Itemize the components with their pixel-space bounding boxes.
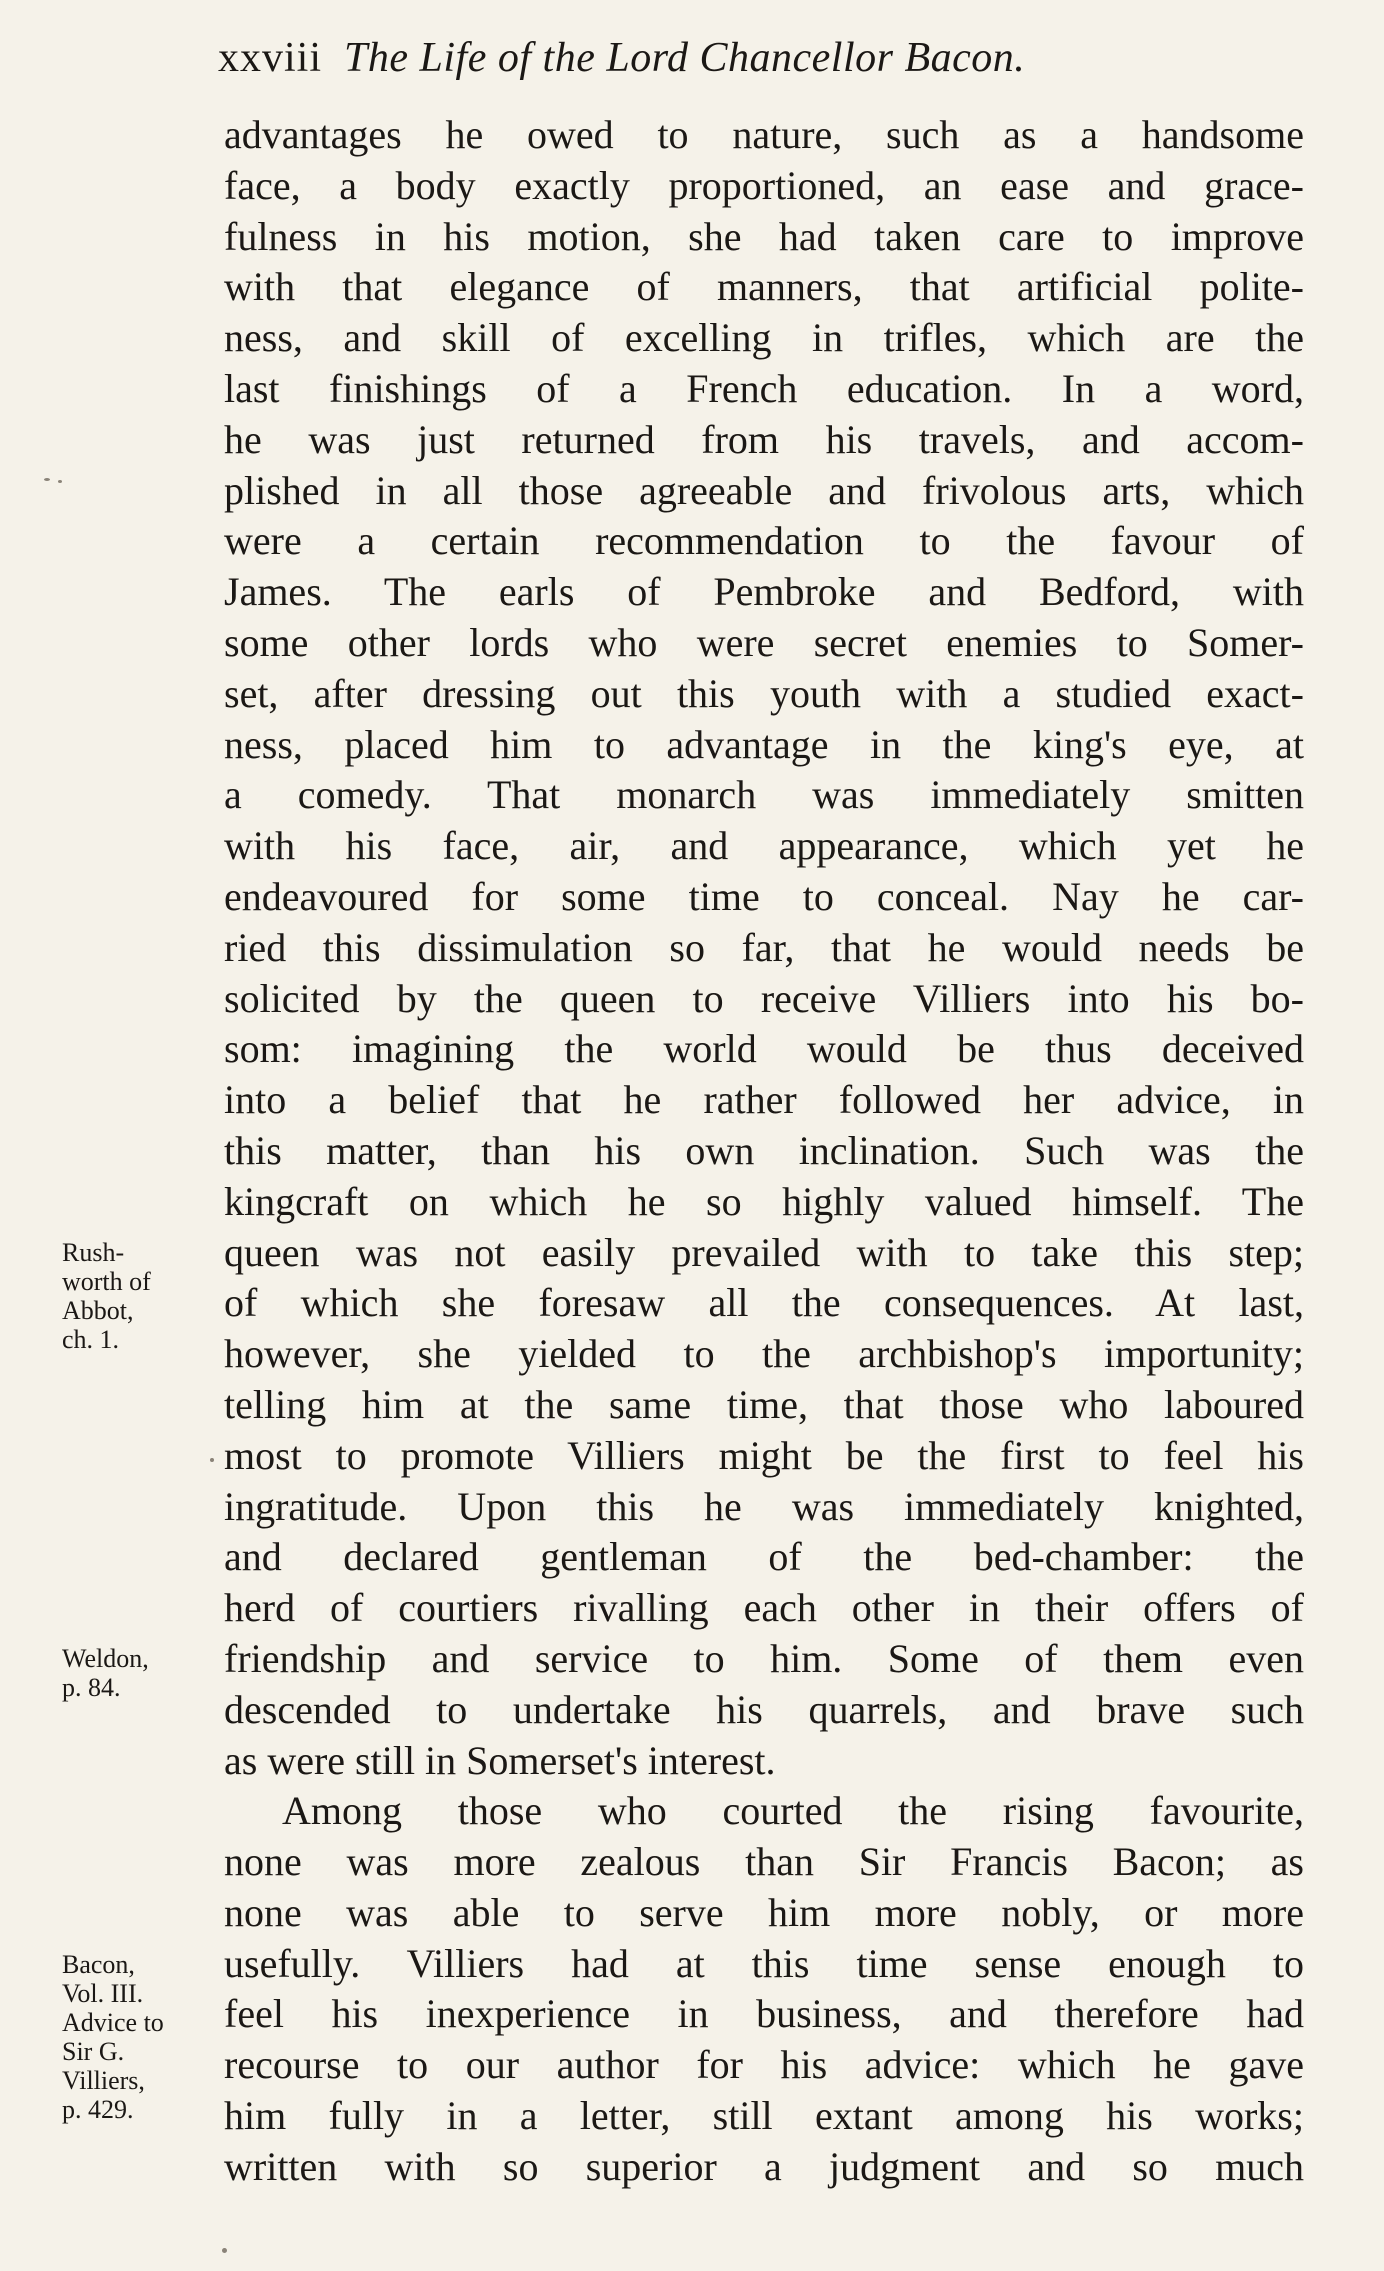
margin-note-line: Rush- [62, 1238, 125, 1267]
body-line: fulness in his motion, she had taken care to improve [224, 213, 1304, 259]
body-line: recourse to our author for his advice: which he gave [224, 2042, 1304, 2088]
body-line: were a certain recommendation to the favour of [224, 518, 1304, 564]
body-line: som: imagining the world would be thus deceived [224, 1026, 1304, 1072]
body-line: ness, placed him to advantage in the king's eye, at [224, 721, 1304, 767]
margin-note-line: p. 429. [62, 2095, 134, 2124]
margin-note-line: Advice to [62, 2008, 164, 2037]
body-line: endeavoured for some time to conceal. Nay he car- [224, 873, 1304, 919]
body-line: plished in all those agreeable and frivolous arts, which [224, 467, 1304, 513]
body-line: as were still in Somerset's interest. [224, 1737, 776, 1783]
paper-speck [58, 480, 62, 483]
body-line: none was able to serve him more nobly, or more [224, 1889, 1304, 1935]
body-line: ness, and skill of excelling in trifles, which are the [224, 315, 1304, 361]
body-line: ingratitude. Upon this he was immediately knighted, [224, 1483, 1304, 1529]
body-line: descended to undertake his quarrels, and brave such [224, 1686, 1304, 1732]
margin-note-line: Abbot, [62, 1296, 134, 1325]
running-head [218, 30, 1218, 86]
body-line: feel his inexperience in business, and therefore had [224, 1991, 1304, 2037]
body-line: solicited by the queen to receive Villiers into his bo- [224, 975, 1304, 1021]
body-line: friendship and service to him. Some of them even [224, 1635, 1304, 1681]
body-line: this matter, than his own inclination. Such was the [224, 1127, 1304, 1173]
body-line: James. The earls of Pembroke and Bedford, with [224, 569, 1304, 615]
running-title: The Life of the Lord Chancellor Bacon. [344, 35, 1026, 81]
body-line: however, she yielded to the archbishop's importunity; [224, 1331, 1304, 1377]
paper-speck [210, 1458, 214, 1462]
body-line: ried this dissimulation so far, that he would needs be [224, 924, 1304, 970]
margin-note-line: Weldon, [62, 1644, 149, 1673]
body-line: with that elegance of manners, that artificial polite- [224, 264, 1304, 310]
body-line: herd of courtiers rivalling each other in their offers of [224, 1585, 1304, 1631]
margin-note-line: ch. 1. [62, 1325, 120, 1354]
body-line: a comedy. That monarch was immediately smitten [224, 772, 1304, 818]
body-line: face, a body exactly proportioned, an ease and grace- [224, 162, 1304, 208]
body-line: set, after dressing out this youth with a studied exact- [224, 670, 1304, 716]
body-line: and declared gentleman of the bed-chamber: the [224, 1534, 1304, 1580]
margin-note-line: worth of [62, 1267, 151, 1296]
margin-note-line: Vol. III. [62, 1979, 144, 2008]
body-line: into a belief that he rather followed her advice, in [224, 1077, 1304, 1123]
paragraph-first-line: Among those who courted the rising favourite, [282, 1788, 1304, 1834]
page-number: xxviii [218, 35, 323, 81]
body-line: with his face, air, and appearance, which yet he [224, 823, 1304, 869]
margin-note-line: Villiers, [62, 2066, 145, 2095]
body-line: queen was not easily prevailed with to take this step; [224, 1229, 1304, 1275]
body-line: kingcraft on which he so highly valued himself. The [224, 1178, 1304, 1224]
body-line: last finishings of a French education. In a word, [224, 365, 1304, 411]
margin-note-rushworth [62, 1238, 212, 1354]
body-text [224, 110, 1304, 2193]
margin-note-bacon [62, 1950, 212, 2124]
body-line: advantages he owed to nature, such as a handsome [224, 112, 1304, 157]
margin-note-line: Sir G. [62, 2037, 125, 2066]
paper-speck [44, 478, 50, 481]
body-line: he was just returned from his travels, and accom- [224, 416, 1304, 462]
body-line: telling him at the same time, that those who laboured [224, 1381, 1304, 1427]
paper-speck [222, 2248, 227, 2253]
body-line: none was more zealous than Sir Francis Bacon; as [224, 1839, 1304, 1885]
body-line: of which she foresaw all the consequences. At last, [224, 1280, 1304, 1326]
body-line: usefully. Villiers had at this time sense enough to [224, 1940, 1304, 1986]
body-line: some other lords who were secret enemies to Somer- [224, 619, 1304, 665]
body-line: written with so superior a judgment and so much [224, 2143, 1304, 2189]
body-line: most to promote Villiers might be the first to feel his [224, 1432, 1304, 1478]
margin-note-weldon [62, 1644, 212, 1702]
margin-note-line: Bacon, [62, 1950, 135, 1979]
body-line: him fully in a letter, still extant among his works; [224, 2093, 1304, 2139]
margin-note-line: p. 84. [62, 1673, 121, 1702]
